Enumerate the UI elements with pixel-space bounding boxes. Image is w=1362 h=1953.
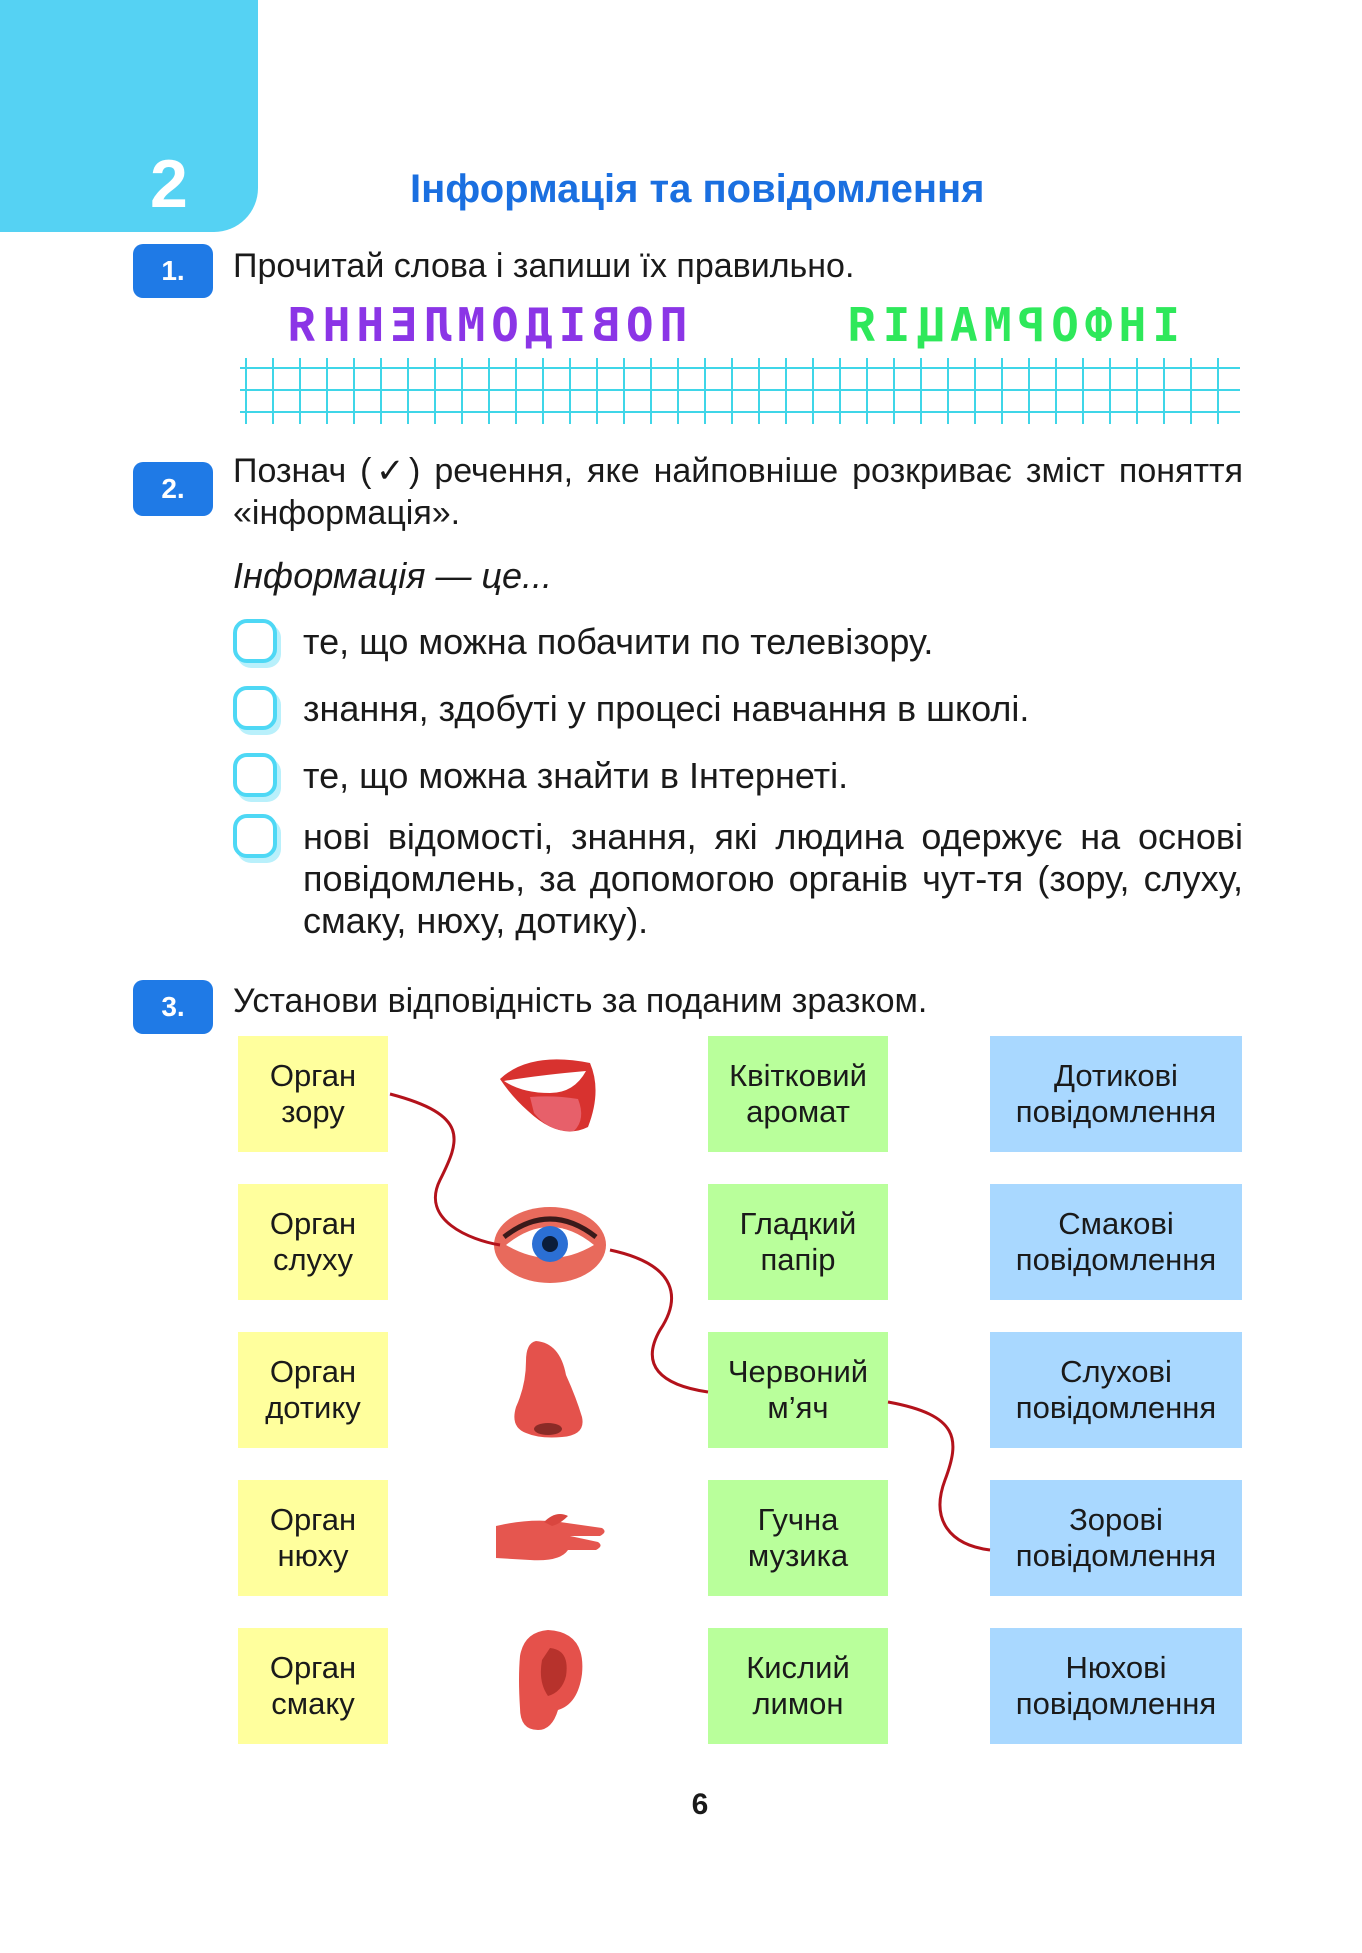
connector-ball-to-visual — [888, 1402, 990, 1550]
message-auditory[interactable]: Слухові повідомлення — [990, 1332, 1242, 1448]
task-3-badge: 3. — [133, 980, 213, 1034]
scrambled-word-1-text: ПОВІДОМЛЕННЯ — [283, 298, 688, 352]
message-tactile[interactable]: Дотикові повідомлення — [990, 1036, 1242, 1152]
object-smooth-paper[interactable]: Гладкий папір — [708, 1184, 888, 1300]
organ-smell[interactable]: Орган нюху — [238, 1480, 388, 1596]
connector-organ-to-eye — [390, 1094, 500, 1245]
definition-lead: Інформація — це... — [233, 555, 553, 596]
object-flower-scent[interactable]: Квітковий аромат — [708, 1036, 888, 1152]
connector-eye-to-ball — [610, 1250, 708, 1392]
option-3-text: те, що можна знайти в Інтернеті. — [303, 755, 849, 796]
organ-hearing[interactable]: Орган слуху — [238, 1184, 388, 1300]
organ-touch[interactable]: Орган дотику — [238, 1332, 388, 1448]
option-1-text: те, що можна побачити по телевізору. — [303, 621, 934, 662]
object-red-ball[interactable]: Червоний м’яч — [708, 1332, 888, 1448]
page-number: 6 — [691, 1788, 709, 1821]
object-sour-lemon[interactable]: Кислий лимон — [708, 1628, 888, 1744]
page-title: Інформація та повідомлення — [410, 167, 985, 211]
object-loud-music[interactable]: Гучна музика — [708, 1480, 888, 1596]
message-visual[interactable]: Зорові повідомлення — [990, 1480, 1242, 1596]
organ-taste[interactable]: Орган смаку — [238, 1628, 388, 1744]
organ-sight[interactable]: Орган зору — [238, 1036, 388, 1152]
message-smell[interactable]: Нюхові повідомлення — [990, 1628, 1242, 1744]
task-2-badge: 2. — [133, 462, 213, 516]
message-taste[interactable]: Смакові повідомлення — [990, 1184, 1242, 1300]
option-2-text: знання, здобуті у процесі навчання в школі. — [303, 688, 1030, 729]
scrambled-word-2-text: ІНФОРМАЦІЯ — [843, 298, 1180, 352]
task-2-text: Познач (✓) речення, яке найповніше розкриває зміст поняття «інформація». — [233, 452, 1243, 532]
lesson-number: 2 — [150, 146, 188, 222]
task-1-text: Прочитай слова і запиши їх правильно. — [233, 247, 855, 285]
task-3-text: Установи відповідність за поданим зразком. — [233, 982, 928, 1020]
task-1-badge: 1. — [133, 244, 213, 298]
option-4-text: нові відомості, знання, які людина одержує на основі повідомлень, за допомогою органів чут-тя (зору, слуху, смаку, нюху, дотику). — [303, 816, 1243, 941]
